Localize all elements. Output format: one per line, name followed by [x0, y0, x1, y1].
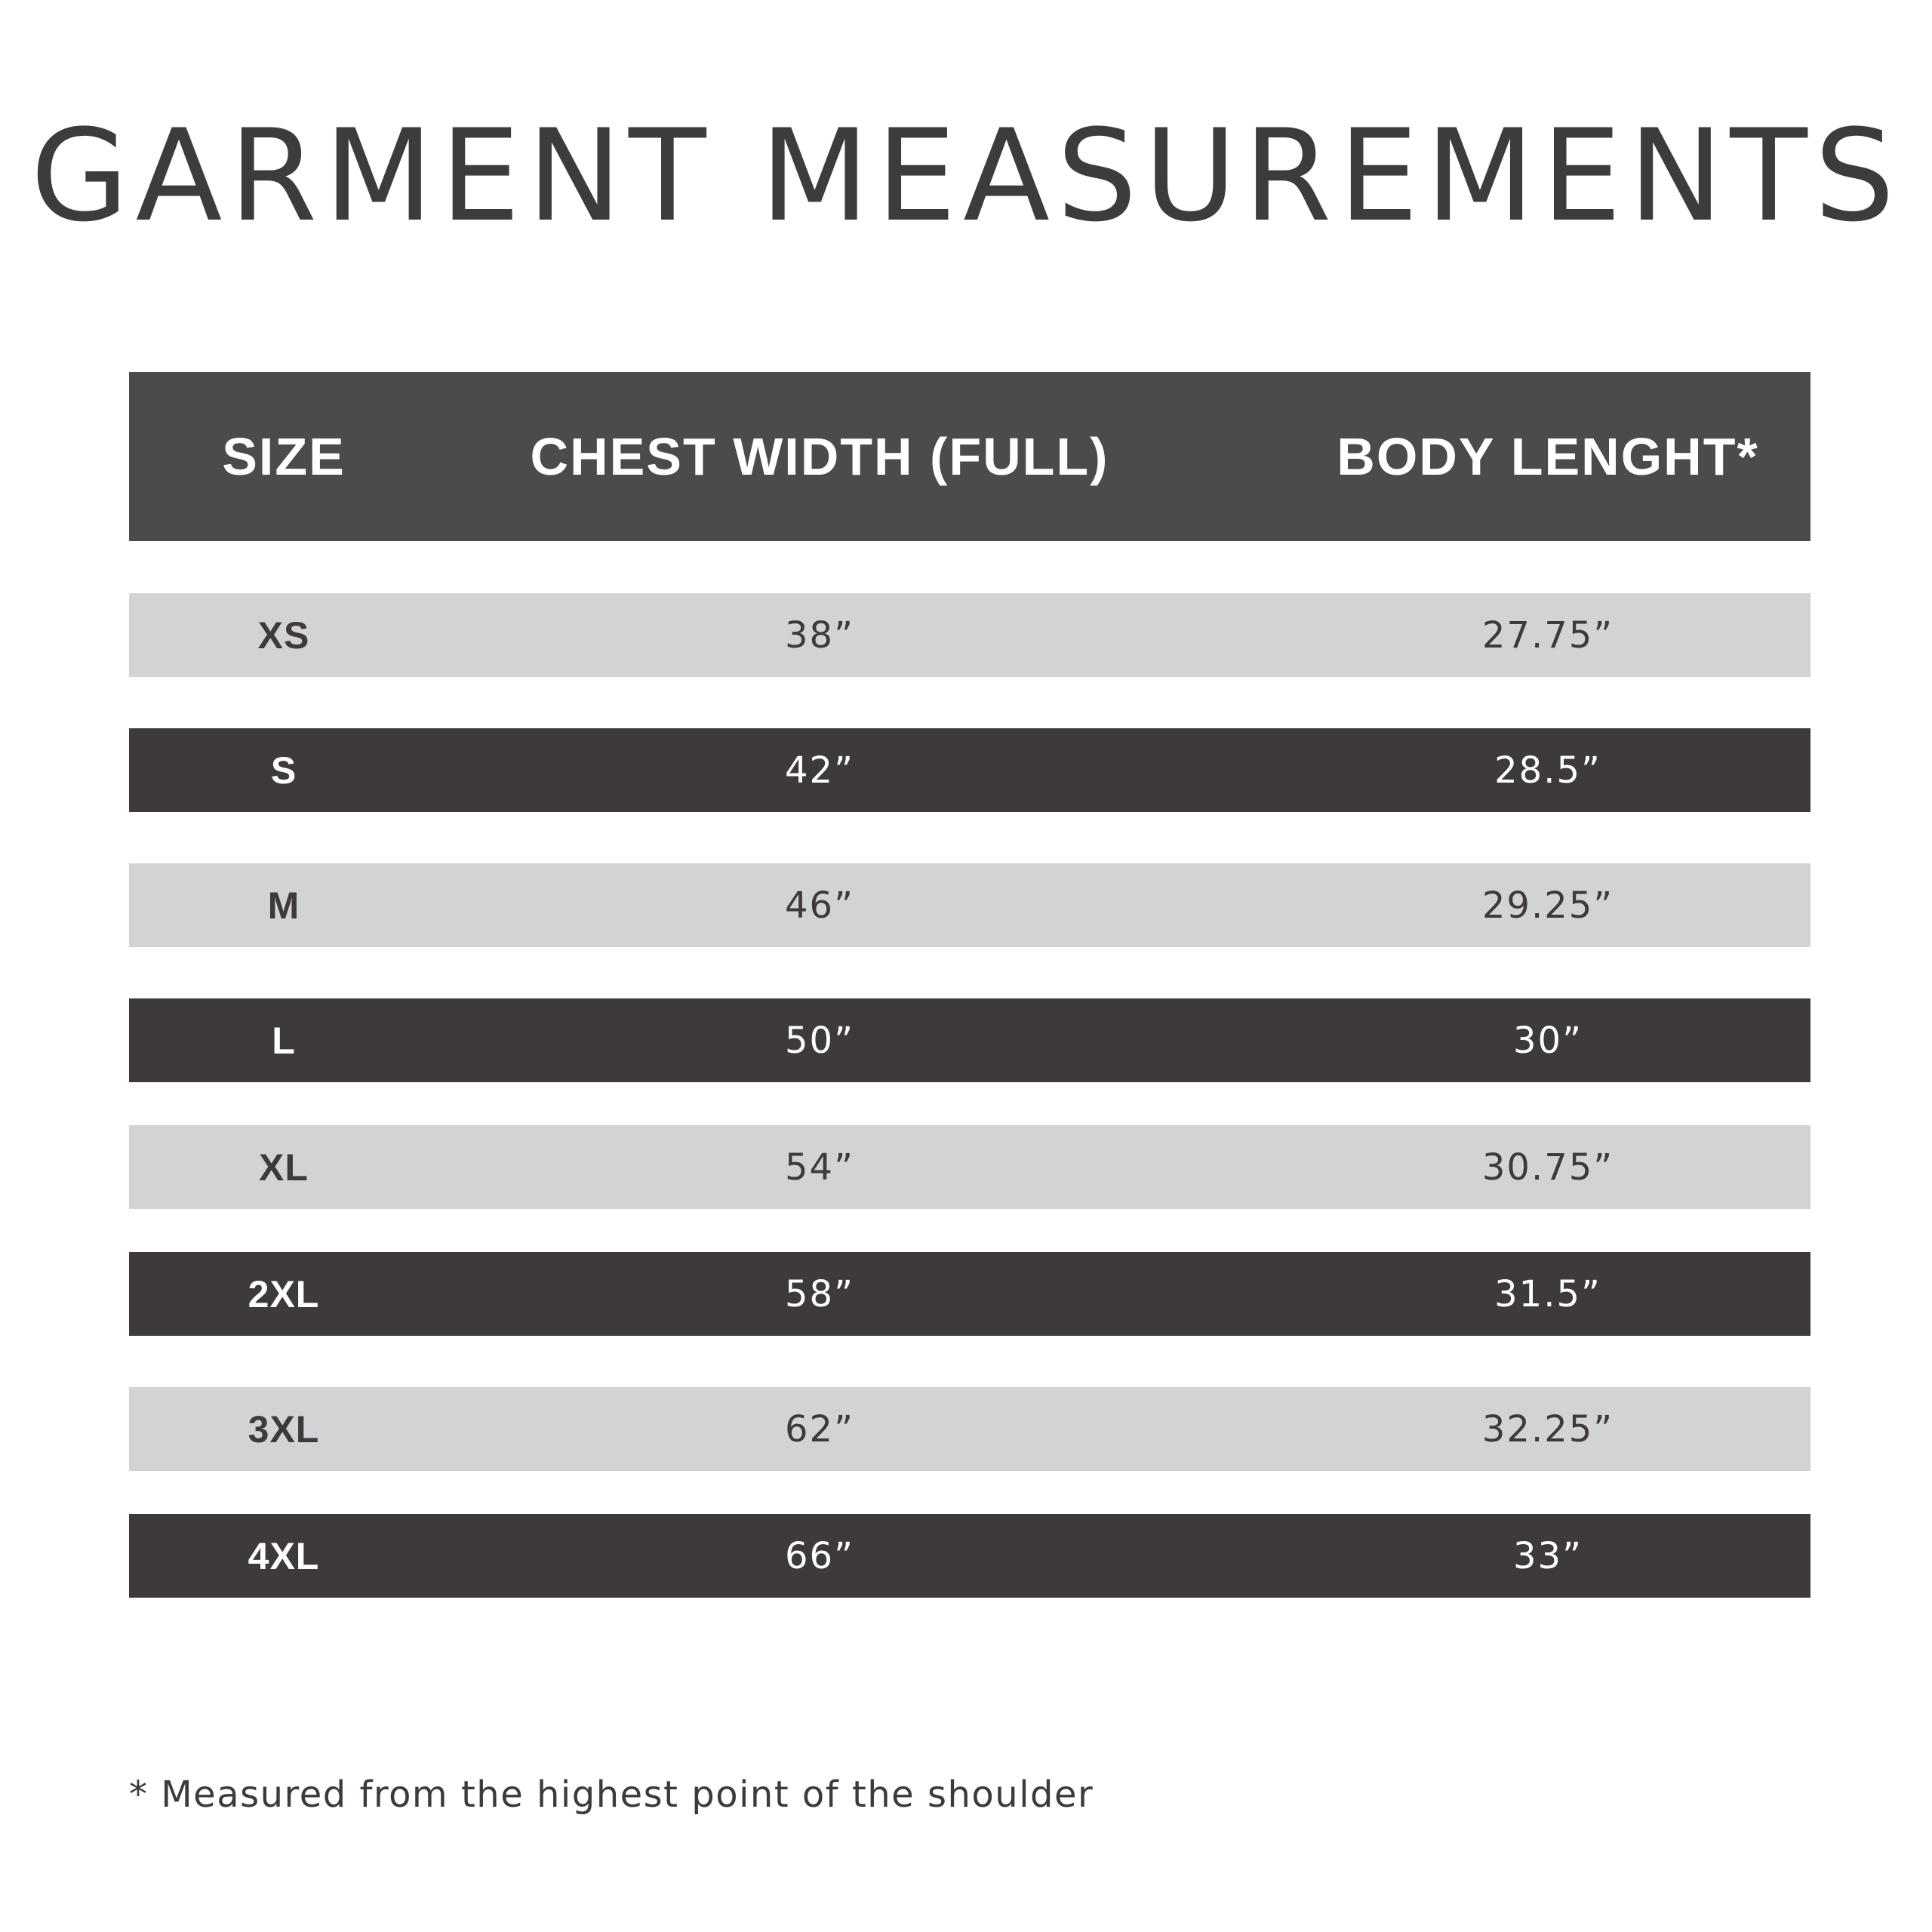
table-row — [129, 1252, 1810, 1336]
row-size: M — [267, 884, 300, 927]
table-row — [129, 863, 1810, 947]
table-row — [129, 593, 1810, 677]
row-size: XS — [257, 614, 310, 657]
row-body-length: 27.75” — [1481, 614, 1614, 657]
row-chest-width: 38” — [785, 614, 854, 657]
header-body-length: BODY LENGHT* — [1337, 427, 1759, 486]
row-size: L — [272, 1019, 296, 1062]
row-body-length: 30.75” — [1481, 1146, 1614, 1189]
row-size: S — [270, 749, 297, 792]
table-row — [129, 1125, 1810, 1209]
table-row — [129, 1514, 1810, 1598]
row-size: 2XL — [248, 1272, 320, 1315]
row-body-length: 33” — [1513, 1534, 1583, 1577]
row-body-length: 32.25” — [1481, 1407, 1614, 1451]
header-size: SIZE — [222, 427, 346, 486]
table-row — [129, 1387, 1810, 1471]
row-chest-width: 66” — [785, 1534, 854, 1577]
table-row — [129, 998, 1810, 1082]
table-row — [129, 728, 1810, 812]
row-size: 3XL — [248, 1407, 320, 1451]
row-size: XL — [259, 1146, 309, 1189]
table-header-row — [129, 372, 1810, 541]
row-chest-width: 58” — [785, 1272, 854, 1315]
row-body-length: 31.5” — [1494, 1272, 1601, 1315]
row-body-length: 29.25” — [1481, 884, 1614, 927]
header-chest-width: CHEST WIDTH (FULL) — [530, 427, 1109, 486]
row-chest-width: 50” — [785, 1019, 854, 1062]
page-title: GARMENT MEASUREMENTS — [30, 102, 1902, 250]
footnote: * Measured from the highest point of the shoulder — [129, 1774, 1094, 1816]
row-body-length: 30” — [1513, 1019, 1583, 1062]
row-chest-width: 62” — [785, 1407, 854, 1451]
row-chest-width: 54” — [785, 1146, 854, 1189]
row-chest-width: 42” — [785, 749, 854, 792]
row-chest-width: 46” — [785, 884, 854, 927]
row-size: 4XL — [248, 1534, 320, 1577]
row-body-length: 28.5” — [1494, 749, 1601, 792]
